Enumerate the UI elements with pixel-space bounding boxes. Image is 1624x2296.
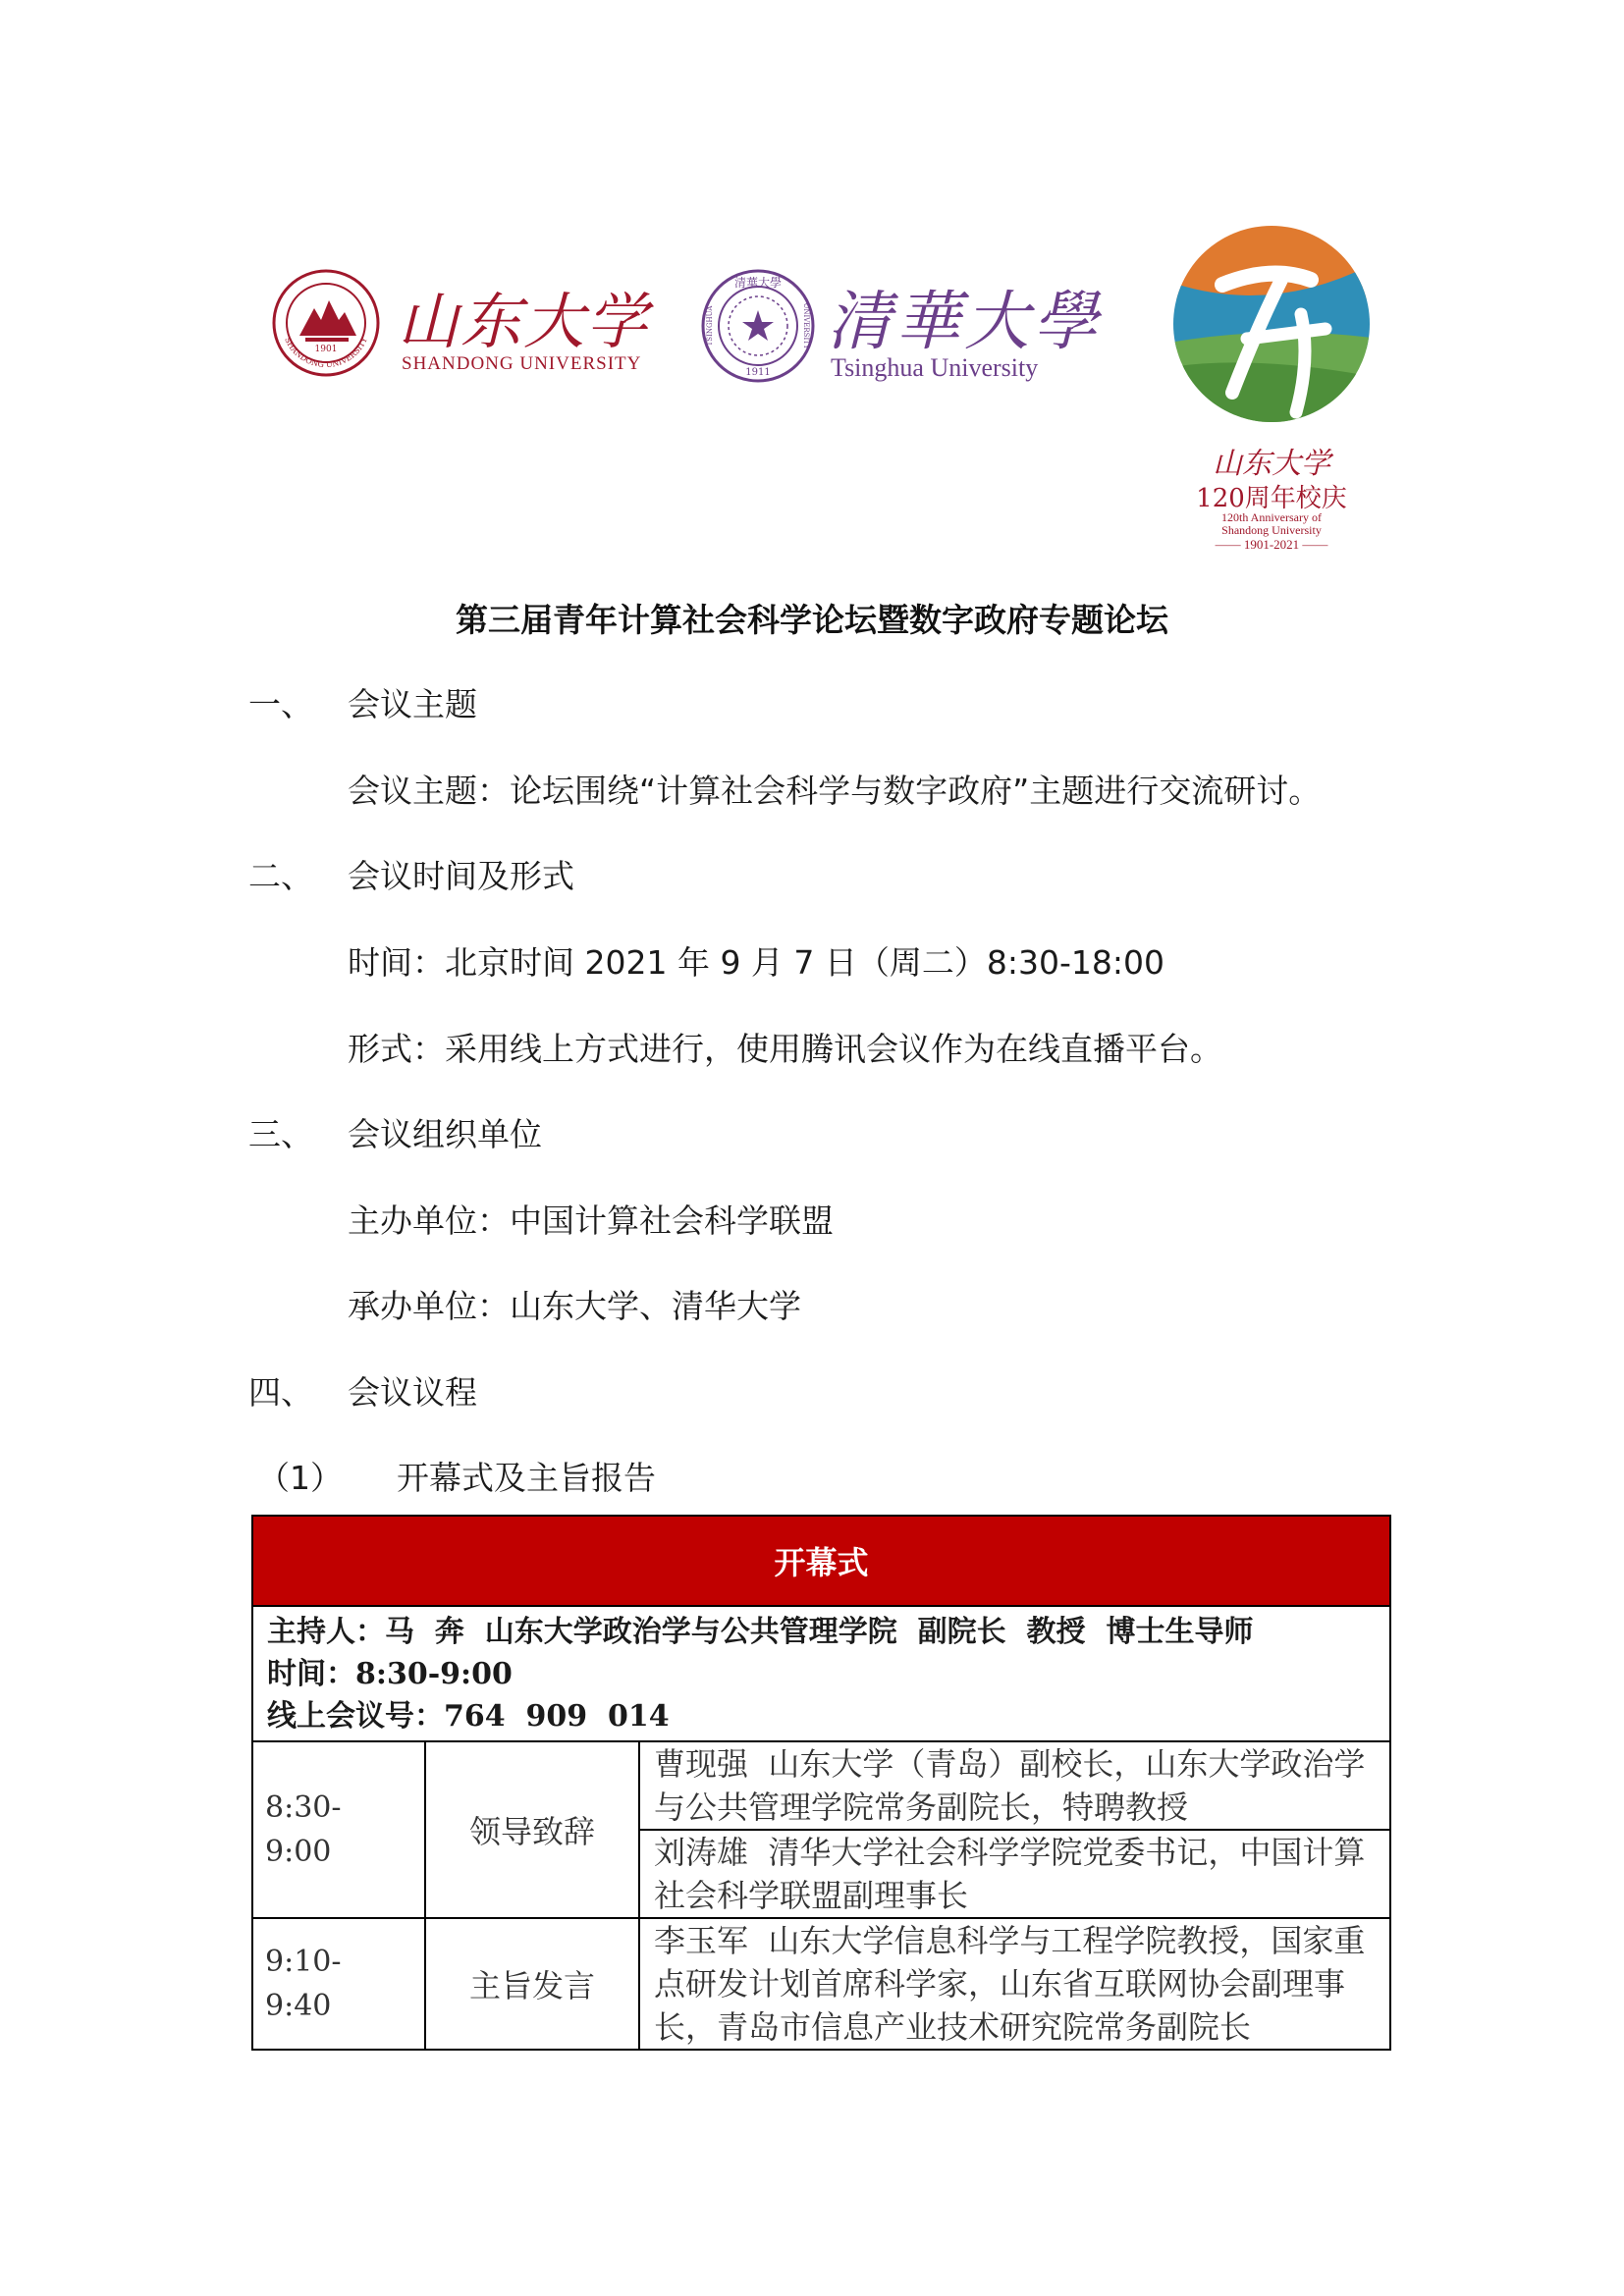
section-title-3: 会议组织单位 — [348, 1115, 542, 1153]
section-number-4: 四、 — [248, 1373, 313, 1412]
sdu-seal-text: SHANDONG UNIVERSITY — [283, 336, 369, 370]
agenda-time-line: 时间：8:30-9:00 — [267, 1657, 513, 1691]
row2-time-start: 9:10- — [265, 1945, 342, 1979]
subsection-number: （1） — [257, 1459, 343, 1497]
row1-speaker2-text: 刘涛雄 清华大学社会科学学院党委书记，中国计算社会科学联盟副理事长 — [654, 1834, 1366, 1914]
shandong-university-seal-icon — [270, 267, 388, 380]
row1-speaker1-text: 曹现强 山东大学（青岛）副校长，山东大学政治学与公共管理学院常务副院长，特聘教授 — [654, 1745, 1366, 1826]
thu-seal-year: 1911 — [745, 367, 771, 378]
anniversary-logo — [1164, 221, 1380, 555]
anniversary-english-line2: Shandong University — [1221, 523, 1322, 537]
organizer-paragraph: 承办单位：山东大学、清华大学 — [348, 1287, 801, 1325]
agenda-header: 开幕式 — [252, 1516, 1390, 1606]
section-number-2: 二、 — [248, 857, 313, 895]
agenda-header-row — [252, 1516, 1390, 1606]
form-paragraph: 形式：采用线上方式进行，使用腾讯会议作为在线直播平台。 — [348, 1030, 1222, 1068]
anniversary-years: 120周年校庆 — [1196, 484, 1347, 513]
shandong-university-logo — [270, 267, 650, 380]
subsection-title: 开幕式及主旨报告 — [397, 1459, 656, 1497]
table-row — [252, 1741, 1390, 1830]
document-title: 第三届青年计算社会科学论坛暨数字政府专题论坛 — [456, 601, 1168, 639]
row1-type: 领导致辞 — [425, 1741, 639, 1918]
section-title-4: 会议议程 — [348, 1373, 477, 1412]
time-paragraph: 时间：北京时间 2021 年 9 月 7 日（周二）8:30-18:00 — [348, 943, 1165, 982]
agenda-meeting-line: 线上会议号：764 909 014 — [267, 1699, 670, 1734]
row1-speaker2 — [639, 1830, 1390, 1918]
agenda-info-row — [252, 1606, 1390, 1741]
anniversary-english — [1164, 511, 1380, 537]
section-number-1: 一、 — [248, 685, 313, 723]
row1-speaker1 — [639, 1741, 1390, 1830]
row1-time — [252, 1741, 425, 1918]
section-title-2: 会议时间及形式 — [348, 857, 574, 895]
row2-time-end: 9:40 — [265, 1989, 332, 2023]
agenda-info — [252, 1606, 1390, 1741]
host-paragraph: 主办单位：中国计算社会科学联盟 — [348, 1201, 834, 1240]
row1-time-start: 8:30- — [265, 1790, 342, 1825]
section-number-3: 三、 — [248, 1115, 313, 1153]
thu-name-en: Tsinghua University — [831, 353, 1039, 382]
row1-time-end: 9:00 — [265, 1835, 332, 1869]
table-row — [252, 1918, 1390, 2050]
thu-seal-right: UNIVERSITY — [802, 302, 810, 349]
agenda-host-line: 主持人：马 奔 山东大学政治学与公共管理学院 副院长 教授 博士生导师 — [267, 1615, 1254, 1649]
row2-type: 主旨发言 — [425, 1918, 639, 2050]
thu-seal-top: 清華大學 — [733, 276, 783, 290]
anniversary-year-range: —— 1901-2021 —— — [1215, 537, 1328, 552]
anniversary-english-line1: 120th Anniversary of — [1221, 510, 1322, 524]
anniversary-emblem-icon — [1164, 221, 1380, 432]
thu-name-cn: 清華大學 — [827, 284, 1102, 359]
anniversary-school-name: 山东大学 — [1213, 447, 1330, 481]
sdu-name-en: SHANDONG UNIVERSITY — [402, 353, 642, 374]
sdu-name-cn: 山东大学 — [398, 286, 650, 357]
section-title-1: 会议主题 — [348, 685, 477, 723]
tsinghua-university-seal-icon — [699, 267, 819, 385]
tsinghua-university-logo — [699, 267, 1102, 385]
agenda-table — [251, 1515, 1391, 2051]
row2-time — [252, 1918, 425, 2050]
sdu-seal-year: 1901 — [314, 345, 338, 354]
row2-speaker1-text: 李玉军 山东大学信息科学与工程学院教授，国家重点研发计划首席科学家，山东省互联网协会副理事长，青岛市信息产业技术研究院常务副院长 — [654, 1922, 1366, 2046]
thu-seal-left: TSINGHUA — [706, 305, 714, 347]
theme-paragraph: 会议主题：论坛围绕“计算社会科学与数字政府”主题进行交流研讨。 — [348, 772, 1322, 810]
row2-speaker1 — [639, 1918, 1390, 2050]
anniversary-range-text: 1901-2021 — [1243, 537, 1300, 552]
